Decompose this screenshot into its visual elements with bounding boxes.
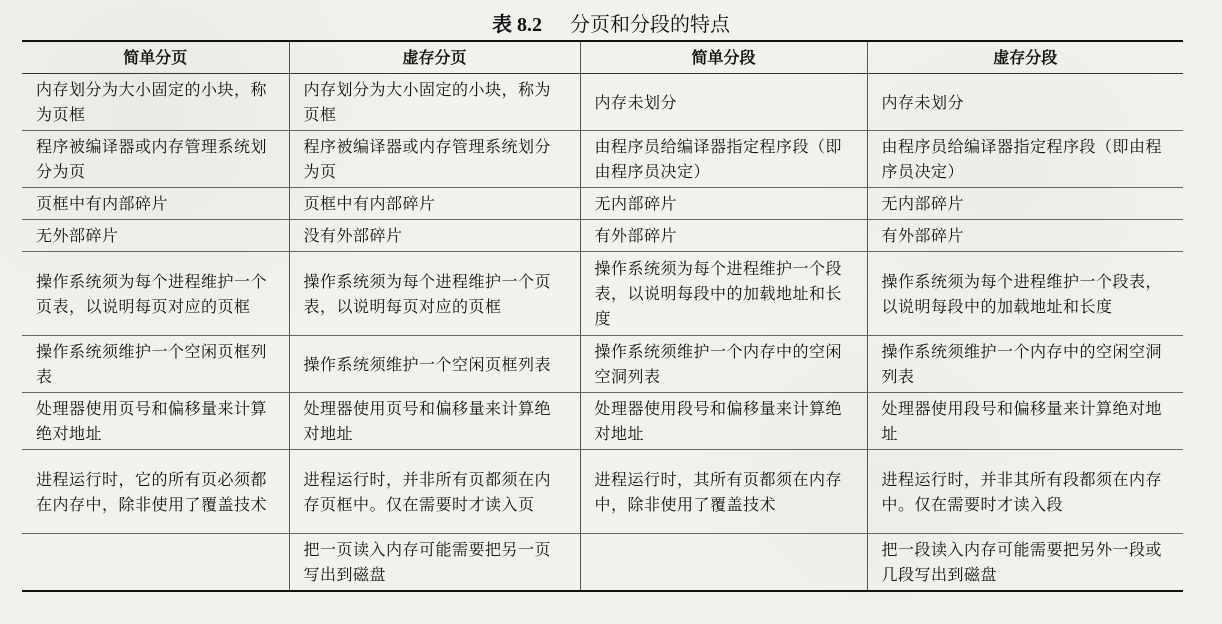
table-cell: 内存未划分 bbox=[580, 74, 867, 131]
table-cell: 处理器使用页号和偏移量来计算绝对地址 bbox=[22, 393, 289, 450]
table-cell: 程序被编译器或内存管理系统划分为页 bbox=[22, 131, 289, 188]
table-cell: 处理器使用页号和偏移量来计算绝对地址 bbox=[289, 393, 580, 450]
table-cell: 操作系统须维护一个内存中的空闲空洞列表 bbox=[580, 336, 867, 393]
table-cell: 页框中有内部碎片 bbox=[22, 188, 289, 220]
header-simple-paging: 简单分页 bbox=[22, 41, 289, 74]
table-cell: 操作系统须为每个进程维护一个段表，以说明每段中的加载地址和长度 bbox=[867, 252, 1183, 336]
table-row bbox=[22, 393, 1183, 450]
table-cell: 操作系统须维护一个空闲页框列表 bbox=[289, 336, 580, 393]
table-row bbox=[22, 534, 1183, 592]
table-cell: 没有外部碎片 bbox=[289, 220, 580, 252]
header-simple-segmentation: 简单分段 bbox=[580, 41, 867, 74]
table-cell: 操作系统须为每个进程维护一个页表，以说明每页对应的页框 bbox=[289, 252, 580, 336]
table-cell: 由程序员给编译器指定程序段（即由程序员决定） bbox=[867, 131, 1183, 188]
table-cell: 进程运行时，它的所有页必须都在内存中，除非使用了覆盖技术 bbox=[22, 450, 289, 534]
table-cell: 处理器使用段号和偏移量来计算绝对地址 bbox=[867, 393, 1183, 450]
table-cell: 处理器使用段号和偏移量来计算绝对地址 bbox=[580, 393, 867, 450]
table-cell bbox=[580, 534, 867, 592]
table-cell: 进程运行时，并非其所有段都须在内存中。仅在需要时才读入段 bbox=[867, 450, 1183, 534]
table-cell: 把一页读入内存可能需要把另一页写出到磁盘 bbox=[289, 534, 580, 592]
table-cell: 把一段读入内存可能需要把另外一段或几段写出到磁盘 bbox=[867, 534, 1183, 592]
table-cell: 无内部碎片 bbox=[580, 188, 867, 220]
table-cell: 由程序员给编译器指定程序段（即由程序员决定） bbox=[580, 131, 867, 188]
table-cell: 操作系统须维护一个空闲页框列表 bbox=[22, 336, 289, 393]
table-cell: 页框中有内部碎片 bbox=[289, 188, 580, 220]
header-virtual-paging: 虚存分页 bbox=[289, 41, 580, 74]
table-row bbox=[22, 336, 1183, 393]
comparison-table bbox=[22, 40, 1183, 592]
table-title bbox=[0, 7, 1222, 41]
table-cell: 程序被编译器或内存管理系统划分为页 bbox=[289, 131, 580, 188]
table-cell bbox=[22, 534, 289, 592]
table-row bbox=[22, 74, 1183, 131]
table-cell: 进程运行时，其所有页都须在内存中，除非使用了覆盖技术 bbox=[580, 450, 867, 534]
table-cell: 操作系统须维护一个内存中的空闲空洞列表 bbox=[867, 336, 1183, 393]
header-virtual-segmentation: 虚存分段 bbox=[867, 41, 1183, 74]
table-cell: 进程运行时，并非所有页都须在内存页框中。仅在需要时才读入页 bbox=[289, 450, 580, 534]
table-cell: 内存划分为大小固定的小块，称为页框 bbox=[289, 74, 580, 131]
table-row bbox=[22, 450, 1183, 534]
table-row bbox=[22, 131, 1183, 188]
table-row bbox=[22, 188, 1183, 220]
table-row bbox=[22, 220, 1183, 252]
comparison-table-wrapper bbox=[22, 40, 1183, 606]
table-cell: 无外部碎片 bbox=[22, 220, 289, 252]
table-cell: 无内部碎片 bbox=[867, 188, 1183, 220]
table-caption: 分页和分段的特点 bbox=[570, 12, 731, 36]
table-header-row bbox=[22, 41, 1183, 74]
table-row bbox=[22, 252, 1183, 336]
table-cell: 内存未划分 bbox=[867, 74, 1183, 131]
table-cell: 操作系统须为每个进程维护一个段表，以说明每段中的加载地址和长度 bbox=[580, 252, 867, 336]
table-cell: 有外部碎片 bbox=[867, 220, 1183, 252]
table-cell: 操作系统须为每个进程维护一个页表，以说明每页对应的页框 bbox=[22, 252, 289, 336]
table-number: 表 8.2 bbox=[491, 14, 542, 36]
table-cell: 有外部碎片 bbox=[580, 220, 867, 252]
table-cell: 内存划分为大小固定的小块，称为页框 bbox=[22, 74, 289, 131]
